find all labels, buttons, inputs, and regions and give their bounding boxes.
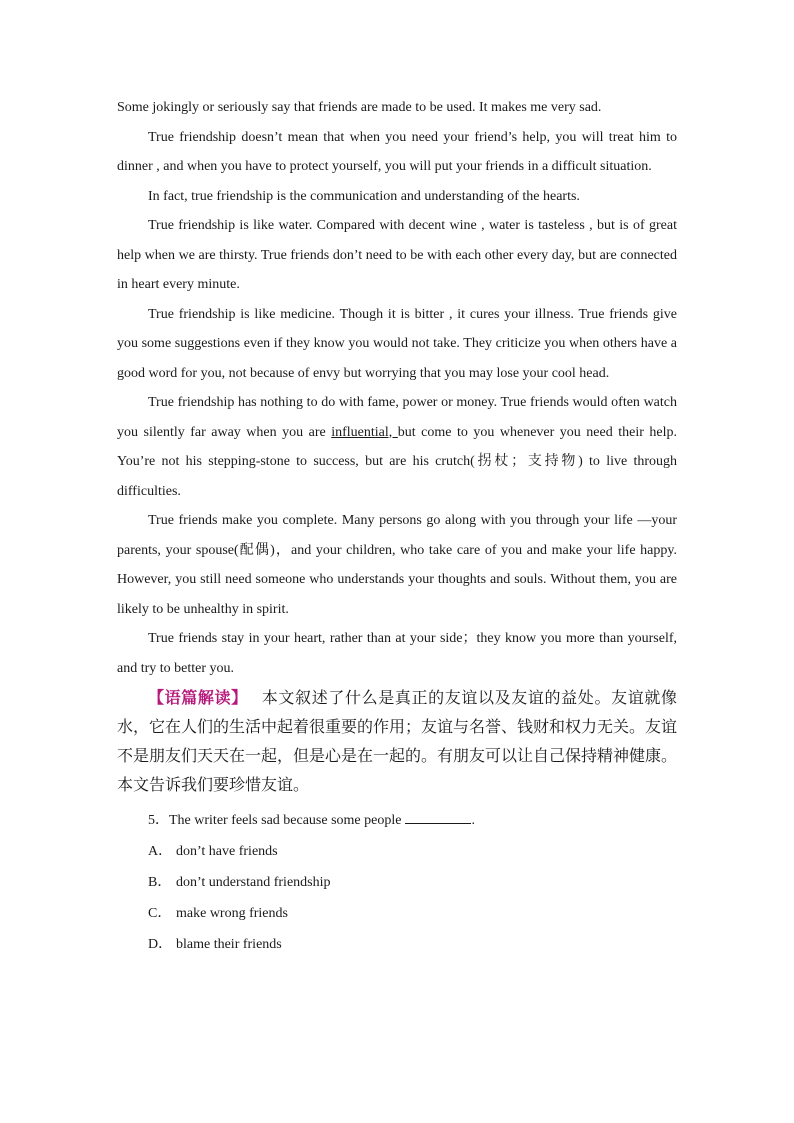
passage-paragraph-6 (117, 388, 677, 506)
interpretation-text: 本文叙述了什么是真正的友谊以及友谊的益处。友谊就像水，它在人们的生活中起着很重要的作用；友谊与名誉、钱财和权力无关。友谊不是朋友们天天在一起，但是心是在一起的。有朋友可以让自己保持精神健康。本文告诉我们要珍惜友谊。 (117, 688, 678, 794)
interpretation-tag: 【语篇解读】 (148, 688, 248, 707)
option-c (117, 898, 677, 929)
question-stem (117, 805, 677, 836)
passage-paragraph-4: True friendship is like water. Compared with decent wine , water is tasteless , but is of great help when we are thirsty. True friends don’t need to be with each other every day, but are connected in heart every minute. (117, 218, 677, 292)
passage-paragraph-8: True friends stay in your heart, rather than at your side；they know you more than yourself, and try to better you. (117, 631, 677, 676)
passage-paragraph-1: Some jokingly or seriously say that friends are made to be used. It makes me very sad. (117, 100, 602, 115)
option-letter: A． (148, 844, 173, 859)
passage-paragraph-2: True friendship doesn’t mean that when you need your friend’s help, you will treat him to dinner , and when you have to protect yourself, you will put your friends in a difficult situation. (117, 129, 677, 174)
document-page (117, 93, 677, 960)
answer-blank (405, 809, 471, 824)
passage-paragraph-5: True friendship is like medicine. Though it is bitter , it cures your illness. True friends give you some suggestions even if they know you would not take. They criticize you when others have a good word for you, not because of envy but worrying that you may lose your cool head. (117, 306, 677, 381)
option-text: don’t understand friendship (176, 875, 331, 890)
option-letter: C． (148, 906, 172, 921)
option-text: make wrong friends (176, 906, 288, 921)
option-a (117, 836, 677, 867)
option-text: don’t have friends (176, 844, 278, 859)
option-d (117, 929, 677, 960)
underlined-word: influential, (331, 424, 398, 440)
question-stem-text: 5．The writer feels sad because some people (148, 813, 402, 828)
option-letter: B． (148, 875, 172, 890)
passage-paragraph-3: In fact, true friendship is the communication and understanding of the hearts. (148, 188, 580, 204)
question-stem-end: . (471, 813, 475, 828)
option-b (117, 867, 677, 898)
option-text: blame their friends (176, 937, 282, 952)
paragraph-6-part-a: True friendship has nothing to do with fame, power or money. True friends would often watch you silently far away when you are (117, 395, 677, 440)
question-5 (117, 805, 677, 960)
paragraph-6-part-b: but come to you whenever you need their help. You’re not his stepping-stone to success, but are his crutch(拐杖；支持物) to live through difficulties. (117, 424, 677, 499)
passage-interpretation (117, 683, 677, 799)
option-letter: D． (148, 937, 173, 952)
passage-paragraph-7: True friends make you complete. Many persons go along with you through your life —your parents, your spouse(配偶)，and your children, who take care of you and make your life happy. However, you still need someone who understands your thoughts and souls. Without them, you are likely to be unhealthy in spirit. (117, 513, 677, 617)
